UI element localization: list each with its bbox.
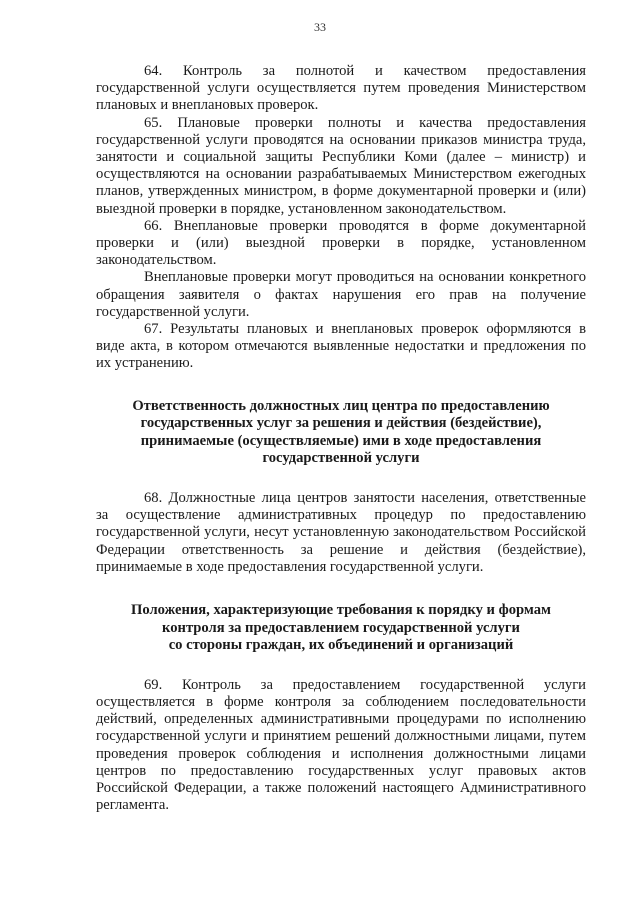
- section-heading-provisions: [96, 602, 586, 655]
- paragraph-67: 67. Результаты плановых и внеплановых проверок оформляются в виде акта, в котором отмечаются выявленные недостатки и предложения по их устранению.: [96, 321, 586, 372]
- heading-line: принимаемые (осуществляемые) ими в ходе предоставления: [140, 432, 542, 449]
- heading-line: со стороны граждан, их объединений и организаций: [168, 637, 514, 654]
- document-body: [96, 63, 586, 814]
- heading-line: контроля за предоставлением государственной услуги: [162, 619, 520, 636]
- heading-line: Положения, характеризующие требования к порядку и формам: [131, 602, 551, 619]
- heading-line: Ответственность должностных лиц центра по предоставлению: [132, 397, 550, 414]
- paragraph-66-continued: Внеплановые проверки могут проводиться на основании конкретного обращения заявителя о фактах нарушения его прав на получение государственной услуги.: [96, 269, 586, 320]
- paragraph-68: 68. Должностные лица центров занятости населения, ответственные за осуществление административных процедур по предоставлению государственной услуги, несут установленную законодательством Российской Федерации ответственность за решение и действия (бездействие), принимаемые в ходе предоставления государственной услуги.: [96, 490, 586, 575]
- heading-line: государственных услуг за решения и действия (бездействие),: [140, 415, 542, 432]
- paragraph-69: 69. Контроль за предоставлением государственной услуги осуществляется в форме контроля за соблюдением последовательности действий, определенных административными процедурами по исполнению государственной услуги и принятием решений должностными лицами, путем проведения проверок соблюдения и исполнения должностными лицами центров по предоставлению государственных услуг правовых актов Российской Федерации, а также положений настоящего Административного регламента.: [96, 676, 586, 814]
- page-number: 33: [314, 20, 326, 34]
- paragraph-64: 64. Контроль за полнотой и качеством предоставления государственной услуги осуществляется путем проведения Министерством плановых и внеплановых проверок.: [96, 63, 586, 114]
- paragraph-65: 65. Плановые проверки полноты и качества предоставления государственной услуги проводятся на основании приказов министра труда, занятости и социальной защиты Республики Коми (далее – министр) и осуществляются на основании разрабатываемых Министерством ежегодных планов, утвержденных министром, в форме документарной проверки и (или) выездной проверки в порядке, установленном законодательством.: [96, 114, 586, 217]
- paragraph-66: 66. Внеплановые проверки проводятся в форме документарной проверки и (или) выездной проверки в порядке, установленном законодательством.: [96, 217, 586, 269]
- heading-line: государственной услуги: [262, 450, 420, 467]
- section-heading-responsibility: [96, 398, 586, 468]
